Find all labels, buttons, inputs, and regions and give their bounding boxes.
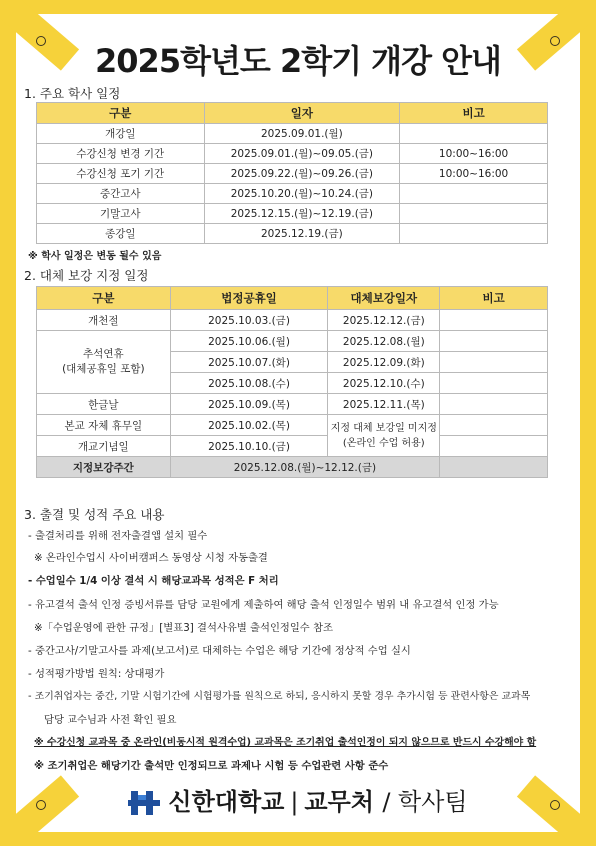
section3-heading: 3. 출결 및 성적 주요 내용 <box>24 507 165 522</box>
cell <box>400 124 548 144</box>
cell: 2025.12.12.(금) <box>328 310 440 331</box>
attendance-line-8: - 조기취업자는 중간, 기말 시험기간에 시험평가를 원칙으로 하되, 응시하지 못할 경우 추가시험 등 관련사항은 교과목 <box>28 691 531 702</box>
team-name: / 학사팀 <box>382 788 468 816</box>
cell: 2025.10.20.(월)~10.24.(금) <box>204 184 400 204</box>
table-row <box>37 124 548 144</box>
cell: 2025.10.09.(목) <box>170 394 328 415</box>
table-row <box>37 331 548 352</box>
attendance-line-6: - 중간고사/기말고사를 과제(보고서)로 대체하는 수업은 해당 기간에 정상적 수업 실시 <box>28 645 411 657</box>
table-row <box>37 144 548 164</box>
cell <box>400 204 548 224</box>
cell: 2025.12.08.(월) <box>328 331 440 352</box>
cell <box>440 415 548 436</box>
page-title: 2025학년도 2학기 개강 안내 <box>95 42 501 80</box>
attendance-line-7: - 성적평가방법 원칙: 상대평가 <box>28 668 165 680</box>
col-remark: 비고 <box>400 103 548 124</box>
cell: 2025.10.06.(월) <box>170 331 328 352</box>
cell <box>440 457 548 478</box>
cell: 2025.09.01.(월) <box>204 124 400 144</box>
cell: 개교기념일 <box>37 436 171 457</box>
col-remark: 비고 <box>440 287 548 310</box>
cell: 2025.12.15.(월)~12.19.(금) <box>204 204 400 224</box>
schedule-note: ※ 학사 일정은 변동 될수 있음 <box>28 251 162 262</box>
cell: 2025.12.11.(목) <box>328 394 440 415</box>
footer <box>0 782 596 817</box>
cell <box>440 436 548 457</box>
cell: 2025.10.10.(금) <box>170 436 328 457</box>
cell: 수강신청 포기 기간 <box>37 164 205 184</box>
table-row <box>37 415 548 436</box>
attendance-line-9: 담당 교수님과 사전 확인 필요 <box>44 714 177 726</box>
attendance-line-1: - 출결처리를 위해 전자출결앱 설치 필수 <box>28 530 208 542</box>
cell: 2025.09.22.(월)~09.26.(금) <box>204 164 400 184</box>
table-row <box>37 457 548 478</box>
cell: 2025.10.08.(수) <box>170 373 328 394</box>
cell <box>440 394 548 415</box>
attendance-line-4: - 유고결석 출석 인정 증빙서류를 담당 교원에게 제출하여 해당 출석 인정일수 범위 내 유고결석 인정 가능 <box>28 599 499 611</box>
university-logo-icon <box>128 789 162 817</box>
col-holiday: 법정공휴일 <box>170 287 328 310</box>
col-date: 일자 <box>204 103 400 124</box>
table-row <box>37 164 548 184</box>
table-row <box>37 436 548 457</box>
attendance-line-2: ※ 온라인수업시 사이버캠퍼스 동영상 시청 자동출결 <box>34 552 268 564</box>
cell: 수강신청 변경 기간 <box>37 144 205 164</box>
office-name: 교무처 <box>304 788 374 816</box>
cell: 개천절 <box>37 310 171 331</box>
table-row <box>37 204 548 224</box>
attendance-line-11: ※ 조기취업은 해당기간 출석만 인정되므로 과제나 시험 등 수업관련 사항 준수 <box>34 760 389 772</box>
schedule-table <box>36 102 548 244</box>
makeup-table <box>36 286 548 478</box>
cell <box>400 184 548 204</box>
cell <box>400 224 548 244</box>
cell: 2025.10.03.(금) <box>170 310 328 331</box>
attendance-line-10: ※ 수강신청 교과목 중 온라인(비동시적 원격수업) 교과목은 조기취업 출석인정이 되지 않으므로 반드시 수강해야 함 <box>34 737 537 748</box>
cell-no-makeup: 지정 대체 보강일 미지정 (온라인 수업 허용) <box>328 415 440 457</box>
col-category: 구분 <box>37 103 205 124</box>
attendance-line-5: ※「수업운영에 관한 규정」[별표3] 결석사유별 출석인정일수 참조 <box>34 622 333 634</box>
cell <box>440 373 548 394</box>
cell: 2025.12.08.(월)~12.12.(금) <box>170 457 440 478</box>
cell: 2025.12.19.(금) <box>204 224 400 244</box>
col-makeup-date: 대체보강일자 <box>328 287 440 310</box>
cell: 2025.12.09.(화) <box>328 352 440 373</box>
cell <box>440 352 548 373</box>
cell: 10:00~16:00 <box>400 164 548 184</box>
cell: 2025.12.10.(수) <box>328 373 440 394</box>
cell: 본교 자체 휴무일 <box>37 415 171 436</box>
table-row <box>37 394 548 415</box>
cell: 기말고사 <box>37 204 205 224</box>
cell: 개강일 <box>37 124 205 144</box>
cell: 10:00~16:00 <box>400 144 548 164</box>
section2-heading: 2. 대체 보강 지정 일정 <box>24 268 149 283</box>
table-row <box>37 224 548 244</box>
cell: 2025.09.01.(월)~09.05.(금) <box>204 144 400 164</box>
attendance-line-3: - 수업일수 1/4 이상 결석 시 해당교과목 성적은 F 처리 <box>28 575 279 587</box>
col-category: 구분 <box>37 287 171 310</box>
table-row <box>37 184 548 204</box>
cell: 2025.10.07.(화) <box>170 352 328 373</box>
cell-chuseok: 추석연휴 (대체공휴일 포함) <box>37 331 171 394</box>
cell: 2025.10.02.(목) <box>170 415 328 436</box>
cell <box>440 331 548 352</box>
university-name: 신한대학교 <box>168 788 285 816</box>
cell <box>440 310 548 331</box>
section1-heading: 1. 주요 학사 일정 <box>24 86 121 101</box>
cell: 중간고사 <box>37 184 205 204</box>
cell: 종강일 <box>37 224 205 244</box>
cell: 한글날 <box>37 394 171 415</box>
cell: 지정보강주간 <box>37 457 171 478</box>
footer-divider: | <box>290 788 299 816</box>
table-row <box>37 310 548 331</box>
